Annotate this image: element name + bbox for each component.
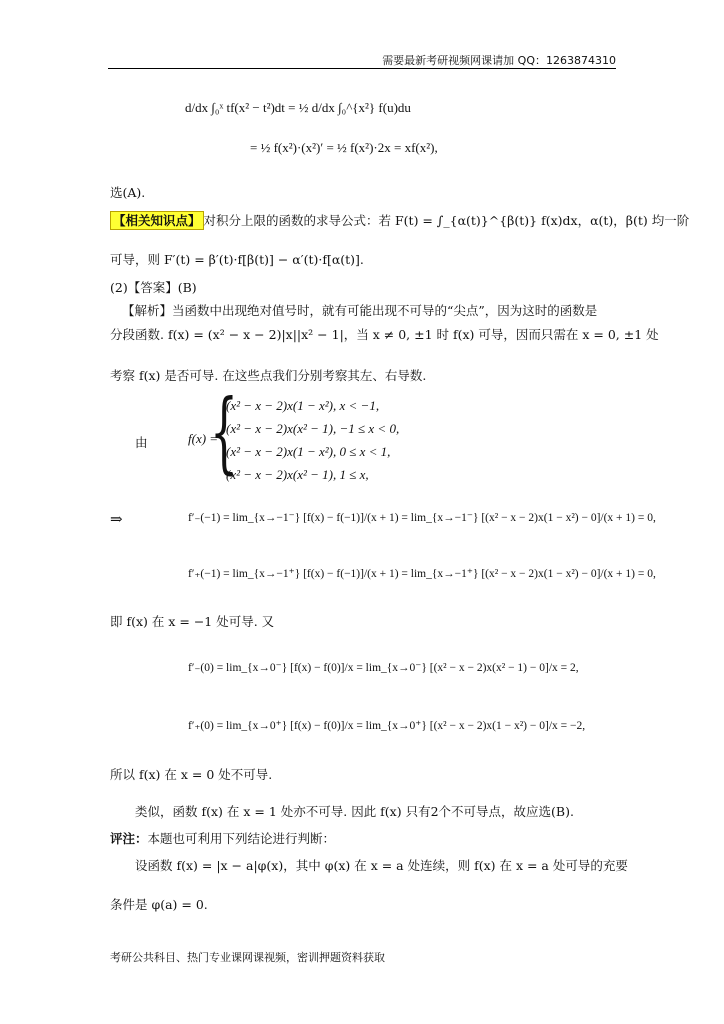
analysis-line-1: 【解析】当函数中出现绝对值号时，就有可能出现不可导的“尖点”，因为这时的函数是 xyxy=(122,303,598,318)
conclusion-line-1: 设函数 f(x) = |x − a|φ(x)，其中 φ(x) 在 x = a 处连续，则 f(x) 在 x = a 处可导的充要 xyxy=(135,858,628,873)
analysis-line-2: 分段函数. f(x) = (x² − x − 2)|x||x² − 1|，当 x ≠ 0, ±1 时 f(x) 可导，因而只需在 x = 0, ±1 处 xyxy=(110,327,659,342)
derivative-right-0: f′₊(0) = lim_{x→0⁺} [f(x) − f(0)]/x = lim_{x→0⁺} [(x² − x − 2)x(1 − x²) − 0]/x = −2, xyxy=(188,720,586,732)
leisi-line: 类似，函数 f(x) 在 x = 1 处亦不可导. 因此 f(x) 只有2个不可导点，故应选(B). xyxy=(135,804,574,819)
knowledge-point xyxy=(110,211,689,229)
page-header: 需要最新考研视频网课请加 QQ：1263874310 xyxy=(108,52,616,69)
fx-label: f(x) = xyxy=(188,431,219,446)
page-footer: 考研公共科目、热门专业课网课视频，密训押题资料获取 xyxy=(110,951,385,964)
conclusion-line-2: 条件是 φ(a) = 0. xyxy=(110,897,208,912)
equation-1b: = ½ f(x²)·(x²)′ = ½ f(x²)·2x = xf(x²), xyxy=(250,140,438,155)
derivative-left-minus1: f′₋(−1) = lim_{x→−1⁻} [f(x) − f(−1)]/(x + 1) = lim_{x→−1⁻} [(x² − x − 2)x(1 − x²) − 0]/(x + 1) = 0, xyxy=(188,512,656,524)
choose-a: 选(A). xyxy=(110,185,146,200)
comment-label: 评注： xyxy=(110,831,148,846)
comment xyxy=(110,829,335,847)
derivative-left-0: f′₋(0) = lim_{x→0⁻} [f(x) − f(0)]/x = lim_{x→0⁻} [(x² − x − 2)x(x² − 1) − 0]/x = 2, xyxy=(188,662,579,674)
analysis-line-3: 考察 f(x) 是否可导. 在这些点我们分别考察其左、右导数. xyxy=(110,368,427,383)
derivative-right-minus1: f′₊(−1) = lim_{x→−1⁺} [f(x) − f(−1)]/(x + 1) = lim_{x→−1⁺} [(x² − x − 2)x(1 − x²) − 0]/(x + 1) = 0, xyxy=(188,568,656,580)
knowledge-point-text: 对积分上限的函数的求导公式：若 F(t) = ∫_{α(t)}^{β(t)} f(x)dx，α(t)，β(t) 均一阶 xyxy=(203,213,690,228)
ji-line: 即 f(x) 在 x = −1 处可导. 又 xyxy=(110,614,275,629)
piecewise-brace: { xyxy=(210,380,238,483)
case-1: (x² − x − 2)x(1 − x²), x < −1, xyxy=(226,398,380,413)
knowledge-point-cont: 可导，则 F′(t) = β′(t)·f[β(t)] − α′(t)·f[α(t)]. xyxy=(110,252,364,267)
comment-text: 本题也可利用下列结论进行判断： xyxy=(147,831,336,846)
you-label: 由 xyxy=(135,435,148,450)
question-2-answer: (2)【答案】(B) xyxy=(110,280,197,295)
equation-1a: d/dx ∫₀ˣ tf(x² − t²)dt = ½ d/dx ∫₀^{x²} f(u)du xyxy=(185,100,411,115)
implies-arrow: ⇒ xyxy=(110,510,123,528)
case-2: (x² − x − 2)x(x² − 1), −1 ≤ x < 0, xyxy=(226,421,400,436)
suoyi-line: 所以 f(x) 在 x = 0 处不可导. xyxy=(110,767,273,782)
knowledge-point-label: 【相关知识点】 xyxy=(110,211,204,230)
case-3: (x² − x − 2)x(1 − x²), 0 ≤ x < 1, xyxy=(226,444,391,459)
case-4: (x² − x − 2)x(x² − 1), 1 ≤ x, xyxy=(226,467,369,482)
